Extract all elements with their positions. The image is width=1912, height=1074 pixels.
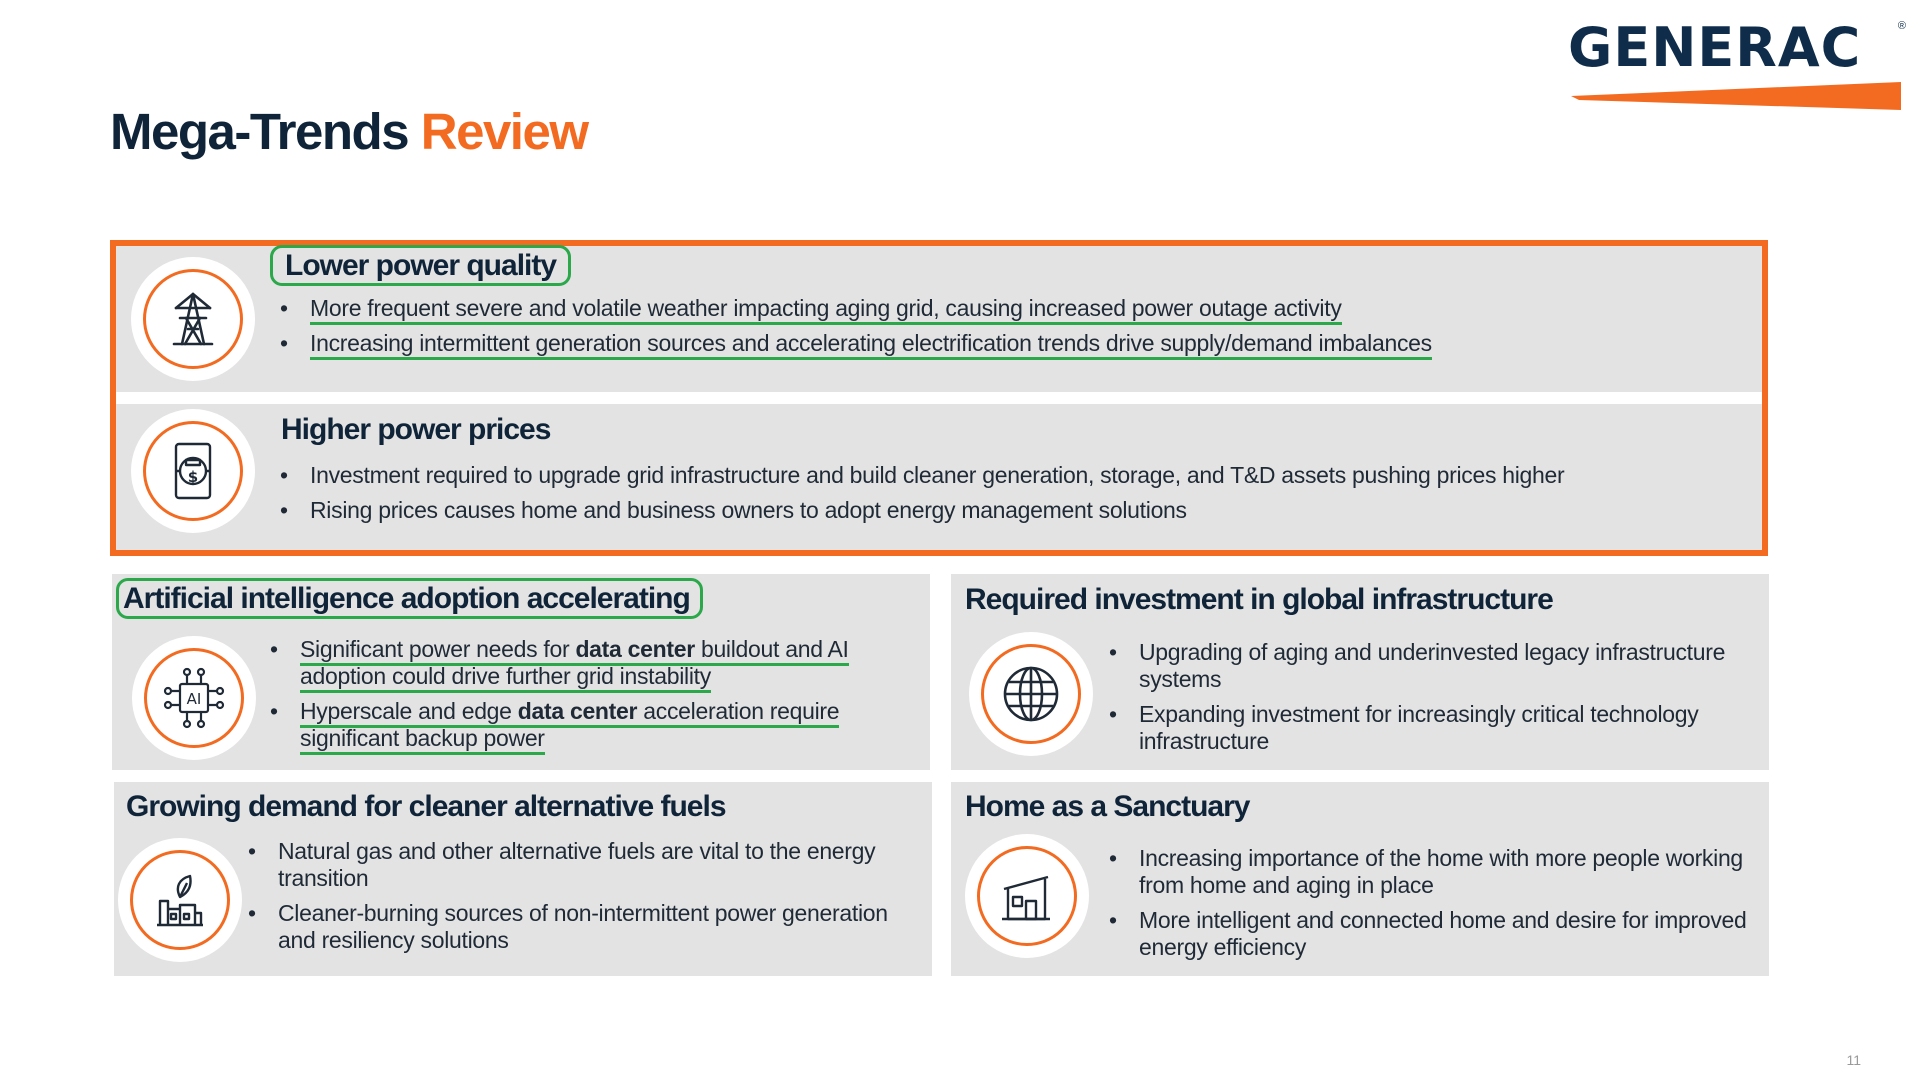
list-item: • Natural gas and other alternative fuels are vital to the energy transition (244, 838, 914, 892)
globe-icon (984, 647, 1078, 741)
list-item: • Significant power needs for data center buildout and AI adoption could drive further grid instability (266, 636, 916, 690)
icon-disc (132, 636, 256, 760)
heading-home-sanctuary: Home as a Sanctuary (965, 790, 1250, 823)
green-factory-icon (133, 853, 227, 947)
list-item: • More frequent severe and volatile weather impacting aging grid, causing increased power outage activity (276, 295, 1726, 322)
list-item: • Increasing importance of the home with more people working from home and aging in place (1105, 845, 1755, 899)
list-item: • Investment required to upgrade grid infrastructure and build cleaner generation, storage, and T&D assets pushing prices higher (276, 462, 1746, 489)
list-item: • Upgrading of aging and underinvested legacy infrastructure systems (1105, 639, 1755, 693)
logo-swoosh-icon (1571, 82, 1901, 116)
heading-lower-power-quality (270, 248, 571, 284)
registered-mark: ® (1897, 20, 1906, 32)
panel-cleaner-fuels (114, 782, 932, 976)
bullet-list (244, 838, 914, 954)
title-accent: Review (420, 103, 588, 160)
page-number: 11 (1846, 1052, 1861, 1068)
generac-logo (1568, 18, 1906, 98)
icon-disc (131, 257, 255, 381)
heading-higher-power-prices: Higher power prices (281, 413, 551, 446)
icon-disc (965, 834, 1089, 958)
page-title (110, 102, 588, 162)
panel-higher-power-prices (116, 404, 1762, 550)
list-item: • Hyperscale and edge data center acceleration require significant backup power (266, 698, 916, 752)
svg-text:$: $ (187, 468, 199, 486)
bullet-list (1105, 845, 1755, 961)
list-item: • Expanding investment for increasingly critical technology infrastructure (1105, 701, 1755, 755)
icon-disc (118, 838, 242, 962)
list-item: • Rising prices causes home and business owners to adopt energy management solutions (276, 497, 1746, 524)
transmission-tower-icon (146, 272, 240, 366)
heading-cleaner-fuels: Growing demand for cleaner alternative fuels (126, 790, 726, 823)
svg-text:AI: AI (186, 690, 202, 708)
ai-chip-icon (147, 651, 241, 745)
heading-text: Artificial intelligence adoption accelerating (116, 578, 703, 619)
list-item: • Increasing intermittent generation sources and accelerating electrification trends drive supply/demand imbalances (276, 330, 1726, 357)
logo-wordmark: GENERAC (1568, 16, 1862, 79)
home-icon (980, 849, 1074, 943)
bullet-list (276, 295, 1726, 357)
panel-global-infrastructure (951, 574, 1769, 770)
icon-disc (969, 632, 1093, 756)
icon-disc (131, 409, 255, 533)
list-item: • Cleaner-burning sources of non-intermittent power generation and resiliency solutions (244, 900, 914, 954)
list-item: • More intelligent and connected home and desire for improved energy efficiency (1105, 907, 1755, 961)
heading-text: Lower power quality (270, 245, 571, 286)
title-main: Mega-Trends (110, 103, 409, 160)
bullet-list (1105, 639, 1755, 755)
heading-global-infrastructure: Required investment in global infrastructure (965, 583, 1553, 616)
bullet-list (266, 636, 916, 752)
panel-home-sanctuary (951, 782, 1769, 976)
panel-ai-adoption (112, 574, 930, 770)
electric-meter-icon (146, 424, 240, 518)
panel-lower-power-quality (116, 246, 1762, 392)
heading-ai-adoption (116, 581, 703, 617)
bullet-list (276, 462, 1746, 524)
